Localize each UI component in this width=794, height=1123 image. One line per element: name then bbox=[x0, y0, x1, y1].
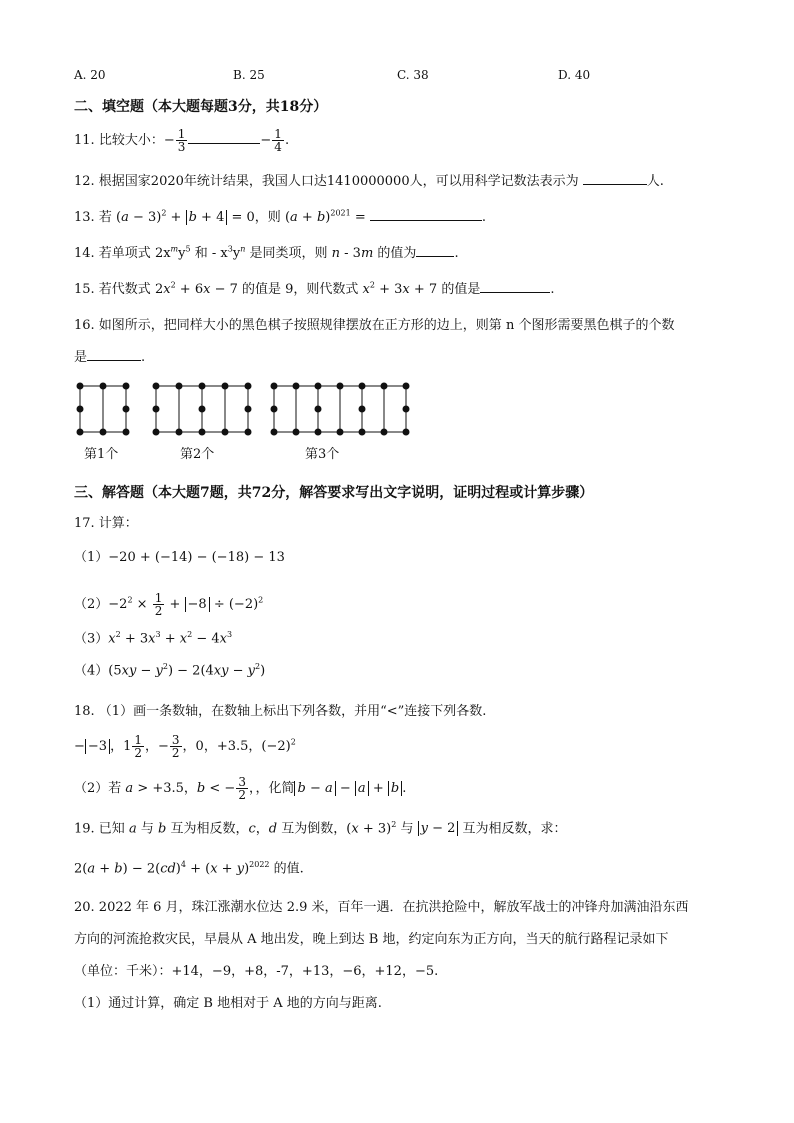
figure-label-1: 第1个 bbox=[84, 447, 119, 462]
question-20-line-2: 方向的河流抢救灾民，早晨从 A 地出发，晚上到达 B 地，约定向东为正方向，当天的航行路程记录如下 bbox=[74, 932, 669, 947]
question-11: 11. 比较大小：− $\frac{1}{3}$ − $\frac{1}{4}$ . bbox=[74, 127, 290, 154]
figure-label-2: 第2个 bbox=[180, 447, 215, 462]
figure-label-3: 第3个 bbox=[305, 447, 340, 462]
question-20-part-1: （1）通过计算，确定 B 地相对于 A 地的方向与距离. bbox=[74, 996, 382, 1011]
question-19-line-1: 19. 已知 a 与 b 互为相反数，c，d 互为倒数，$(x + 3)^2$ 与 y − 2 互为相反数，求： bbox=[74, 820, 567, 837]
question-13: 13. 若 $(a - 3)^2 + b + 4 = 0$，则 $(a + b)^{2021}$ = . bbox=[74, 208, 487, 225]
chess-pattern-figures bbox=[74, 378, 414, 438]
question-20-line-3: （单位：千米）：+14，−9，+8，-7，+13，−6，+12，−5. bbox=[74, 964, 439, 979]
question-19-line-2: $2(a + b) - 2(cd)^4 + (x + y)^{2022}$ 的值. bbox=[74, 860, 304, 877]
question-18-line-1: 18. （1）画一条数轴，在数轴上标出下列各数，并用“<”连接下列各数. bbox=[74, 704, 487, 719]
question-20-line-1: 20. 2022 年 6 月，珠江涨潮水位达 2.9 米，百年一遇．在抗洪抢险中，解放军战士的冲锋舟加满油沿东西 bbox=[74, 900, 689, 915]
section-2-heading: 二、填空题（本大题每题3分，共18分） bbox=[74, 99, 328, 115]
section-3-heading: 三、解答题（本大题7题，共72分，解答要求写出文字说明，证明过程或计算步骤） bbox=[74, 485, 594, 501]
question-14: 14. 若单项式 $2x^my^5$ 和 - $x^3y^n$ 是同类项，则 n - 3m 的值为 . bbox=[74, 244, 459, 261]
question-12: 12. 根据国家2020年统计结果，我国人口达1410000000人，可以用科学记数法表示为 人. bbox=[74, 174, 664, 189]
option-a: A. 20 bbox=[74, 68, 106, 82]
question-15: 15. 若代数式 $2x^2 + 6x - 7$ 的值是 9，则代数式 $x^2 + 3x + 7$ 的值是 . bbox=[74, 280, 555, 297]
question-18-numbers: − −3 ，1 $\frac{1}{2}$ ，− $\frac{3}{2}$ ，0，+3.5，$(-2)^2$ bbox=[74, 733, 296, 760]
option-d: D. 40 bbox=[558, 68, 591, 82]
question-17-part-3: $(3)x^2 + 3x^3 + x^2 - 4x^3$ bbox=[74, 630, 233, 647]
option-b: B. 25 bbox=[233, 68, 265, 82]
question-17-part-1: （1）−20 + (−14) − (−18) − 13 bbox=[74, 550, 285, 565]
option-c: C. 38 bbox=[397, 68, 429, 82]
question-17-part-2: $(2)-2^2$ × $\frac{1}{2}$ + $-8 \div (-2)^2$ bbox=[74, 591, 264, 618]
question-16-line-1: 16. 如图所示，把同样大小的黑色棋子按照规律摆放在正方形的边上，则第 n 个图形需要黑色棋子的个数 bbox=[74, 318, 675, 333]
question-18-part-2: （2）若 a > +3.5，b < − $\frac{3}{2}$ ，，化简 b − a − a + b . bbox=[74, 775, 407, 802]
question-17-title: 17. 计算： bbox=[74, 516, 138, 531]
question-16-line-2: 是 . bbox=[74, 350, 146, 365]
question-17-part-4: $(4)(5xy - y^2) - 2(4xy - y^2)$ bbox=[74, 662, 266, 679]
